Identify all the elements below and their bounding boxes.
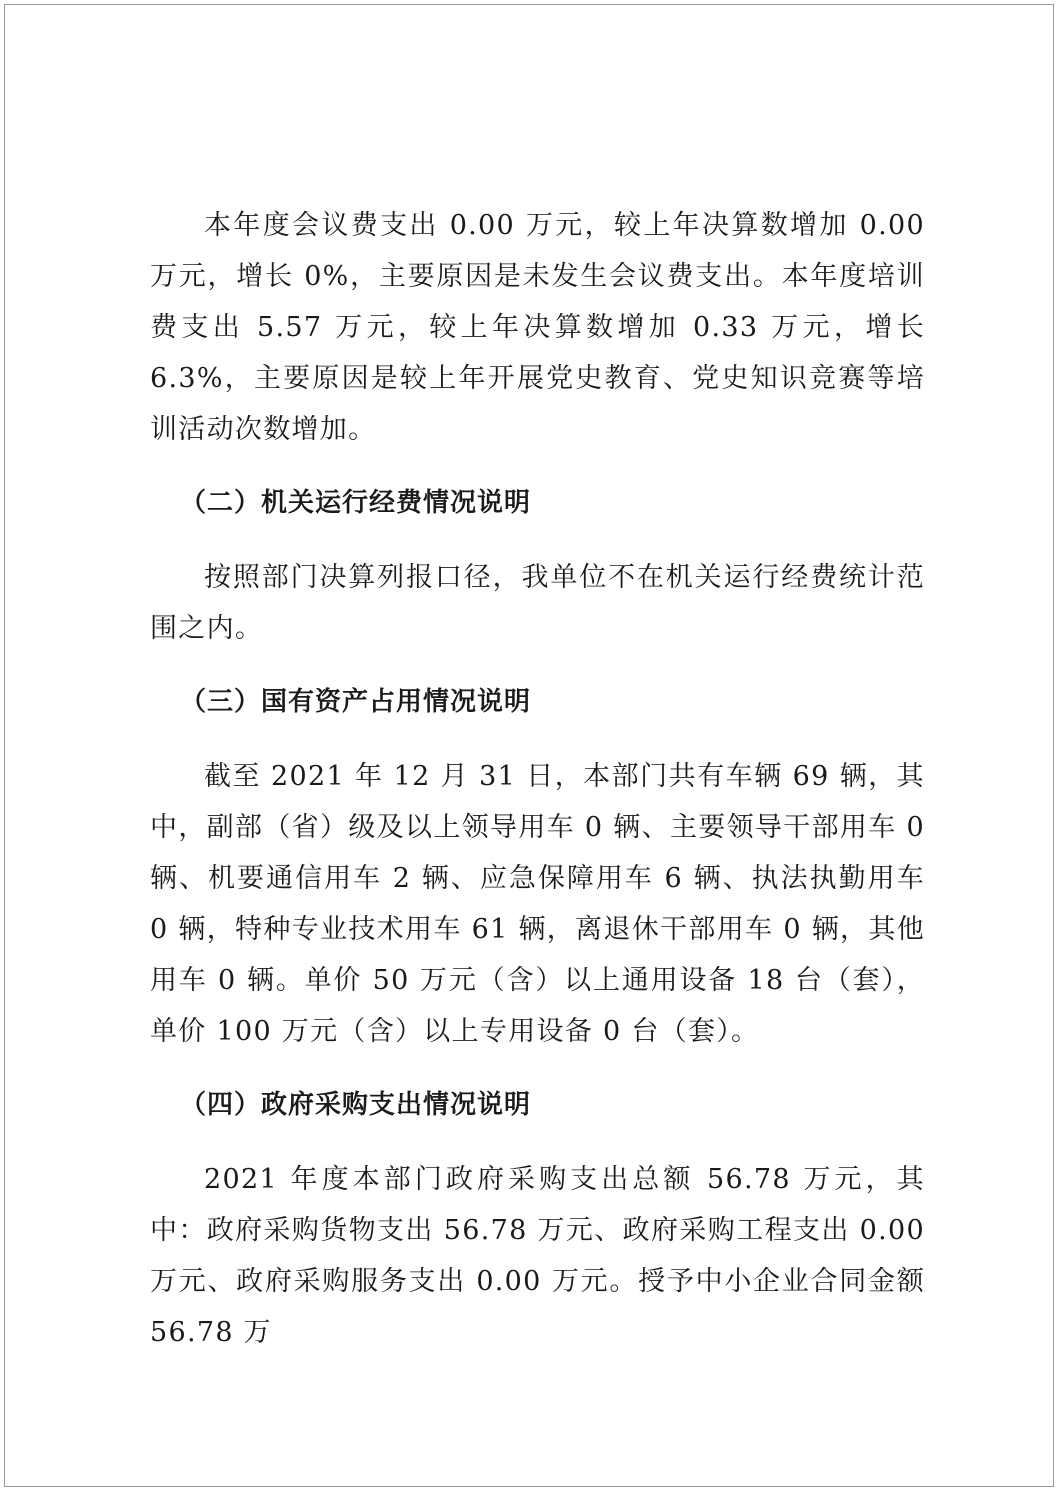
paragraph-state-assets: 截至 2021 年 12 月 31 日，本部门共有车辆 69 辆，其中，副部（省）级及以上领导用车 0 辆、主要领导干部用车 0 辆、机要通信用车 2 辆、应急保障用车 6 辆、执法执勤用车 0 辆，特种专业技术用车 61 辆，离退休干部用车 0 辆，其他用车 0 辆。单价 50 万元（含）以上通用设备 18 台（套），单价 100 万元（含）以上专用设备 0 台（套）。 <box>150 761 925 1047</box>
section-heading-state-assets: （三）国有资产占用情况说明 <box>180 687 532 717</box>
paragraph-meeting-training-fees: 本年度会议费支出 0.00 万元，较上年决算数增加 0.00 万元，增长 0%，主要原因是未发生会议费支出。本年度培训费支出 5.57 万元，较上年决算数增加 0.33 万元，增长 6.3%，主要原因是较上年开展党史教育、党史知识竞赛等培训活动次数增加。 <box>150 210 925 445</box>
paragraph-operating-expenses: 按照部门决算列报口径，我单位不在机关运行经费统计范围之内。 <box>150 562 925 644</box>
paragraph-government-procurement: 2021 年度本部门政府采购支出总额 56.78 万元，其中：政府采购货物支出 56.78 万元、政府采购工程支出 0.00 万元、政府采购服务支出 0.00 万元。授予中小企业合同金额 56.78 万 <box>150 1164 925 1348</box>
section-heading-government-procurement: （四）政府采购支出情况说明 <box>180 1090 532 1120</box>
document-page <box>4 4 1054 1487</box>
document-content <box>150 200 925 1358</box>
section-heading-operating-expenses: （二）机关运行经费情况说明 <box>180 488 532 518</box>
